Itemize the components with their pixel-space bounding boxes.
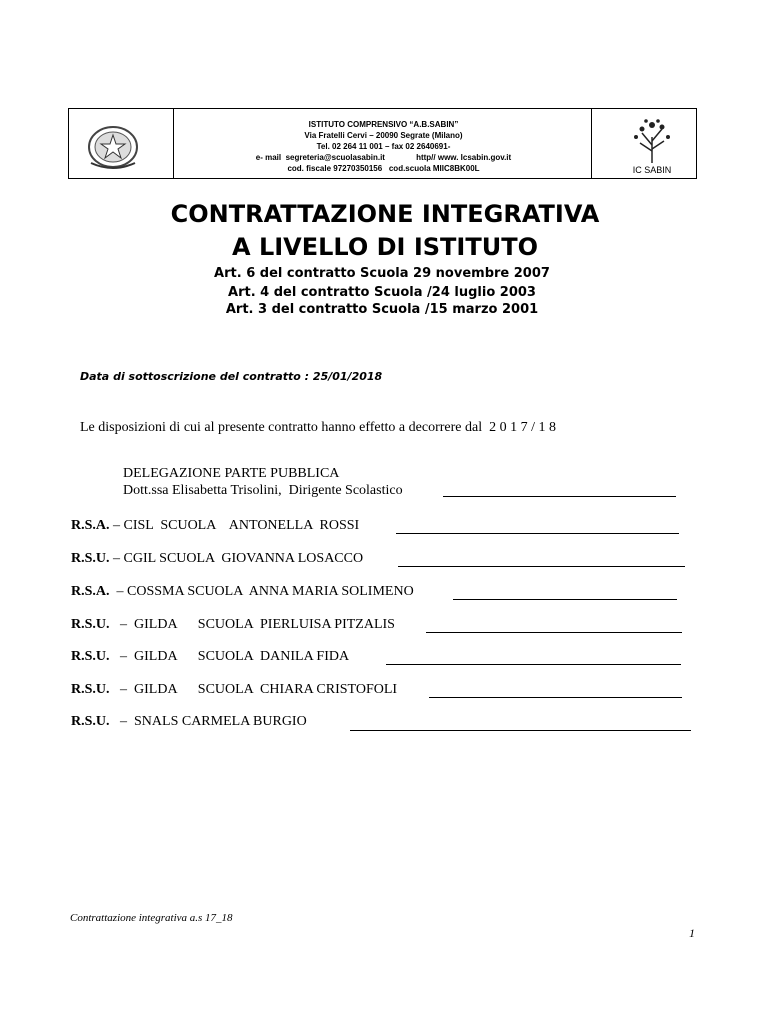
signature-line — [398, 566, 685, 567]
signatory-text: – SNALS CARMELA BURGIO — [109, 714, 307, 729]
signatory-label: R.S.U. — [71, 682, 110, 697]
signing-date: Data di sottoscrizione del contratto : 25/01/2018 — [80, 370, 383, 383]
school-codes: cod. fiscale 97270350156 cod.scuola MIIC8BK00L — [287, 164, 480, 173]
effective-period: Le disposizioni di cui al presente contratto hanno effetto a decorrere dal 2 0 1 7 / 1 8 — [80, 420, 556, 435]
signatory-label: R.S.U. — [71, 551, 110, 566]
signature-line — [396, 533, 679, 534]
signatory-label: R.S.A. — [71, 518, 110, 533]
italian-republic-emblem-icon — [81, 121, 145, 171]
signature-line — [453, 599, 677, 600]
signatory-text: – GILDA SCUOLA CHIARA CRISTOFOLI — [109, 682, 398, 697]
letterhead-divider-left — [173, 109, 174, 178]
signatory-row — [71, 551, 363, 567]
signature-line — [350, 730, 691, 731]
signature-line — [443, 496, 676, 497]
delegation-title: DELEGAZIONE PARTE PUBBLICA — [123, 466, 340, 481]
article-ref-2: Art. 4 del contratto Scuola /24 luglio 2003 — [228, 285, 536, 300]
title-line-1: CONTRATTAZIONE INTEGRATIVA — [170, 200, 600, 228]
signatory-text: – COSSMA SCUOLA ANNA MARIA SOLIMENO — [109, 584, 414, 599]
footer-text: Contrattazione integrativa a.s 17_18 — [70, 912, 233, 924]
signatory-text: – GILDA SCUOLA PIERLUISA PITZALIS — [109, 617, 395, 632]
signatory-row — [71, 714, 307, 730]
letterhead — [68, 108, 697, 179]
signature-line — [429, 697, 682, 698]
signatory-text: – CISL SCUOLA ANTONELLA ROSSI — [109, 518, 360, 533]
page-number: 1 — [689, 926, 695, 940]
signature-line — [426, 632, 682, 633]
signatory-label: R.S.U. — [71, 649, 110, 664]
signatory-text: – CGIL SCUOLA GIOVANNA LOSACCO — [109, 551, 364, 566]
signatory-label: R.S.A. — [71, 584, 110, 599]
school-email-web: e- mail segreteria@scuolasabin.it http// www. Icsabin.gov.it — [255, 153, 512, 162]
signatory-row — [71, 518, 359, 534]
signatory-text: – GILDA SCUOLA DANILA FIDA — [109, 649, 350, 664]
delegation-person-text: Dott.ssa Elisabetta Trisolini, Dirigente Scolastico — [123, 483, 403, 498]
ic-sabin-logo — [622, 115, 682, 175]
title-line-2: A LIVELLO DI ISTITUTO — [232, 233, 538, 261]
article-ref-1: Art. 6 del contratto Scuola 29 novembre 2007 — [214, 266, 550, 281]
school-address: Via Fratelli Cervi – 20090 Segrate (Milano) — [304, 131, 463, 140]
signatory-row — [71, 682, 397, 698]
signatory-label: R.S.U. — [71, 714, 110, 729]
article-ref-3: Art. 3 del contratto Scuola /15 marzo 2001 — [225, 302, 539, 317]
signatory-row — [71, 649, 349, 665]
signatory-row — [71, 584, 414, 600]
signature-line — [386, 664, 681, 665]
school-phone: Tel. 02 264 11 001 – fax 02 2640691- — [316, 142, 451, 151]
school-name: ISTITUTO COMPRENSIVO “A.B.SABIN” — [308, 120, 459, 129]
signatory-row — [71, 617, 395, 633]
delegation-person — [123, 483, 403, 499]
logo-text: IC SABIN — [632, 165, 672, 175]
signatory-label: R.S.U. — [71, 617, 110, 632]
school-info — [175, 119, 592, 174]
